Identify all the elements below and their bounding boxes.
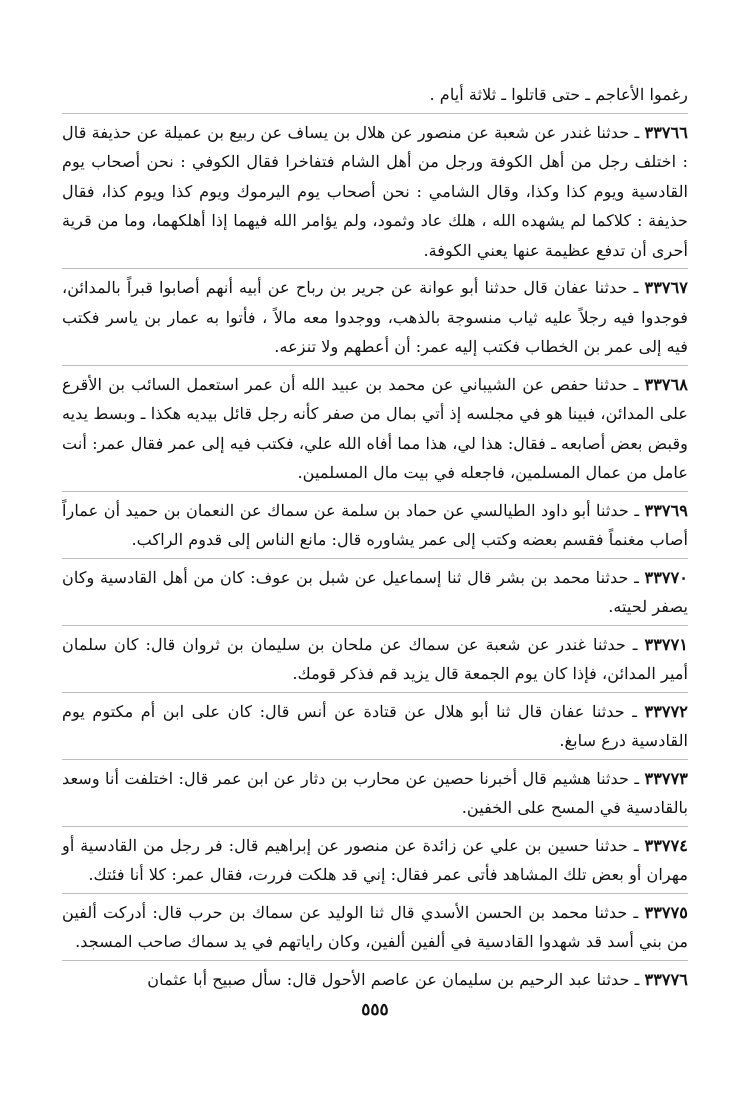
hadith-entry — [62, 697, 688, 756]
separator — [62, 826, 688, 827]
entry-number: ٣٣٧٧٠ — [644, 567, 688, 587]
entry-number: ٣٣٧٦٩ — [644, 500, 688, 520]
entry-text: ـ حدثنا هشيم قال أخبرنا حصين عن محارب بن دثار عن ابن عمر قال: اختلفت أنا وسعد بالقادسية في المسح على الخفين. — [62, 768, 688, 817]
hadith-entry — [62, 831, 688, 890]
hadith-entry — [62, 370, 688, 488]
entry-number: ٣٣٧٦٧ — [644, 278, 688, 297]
separator — [62, 960, 688, 961]
entry-number: ٣٣٧٧٣ — [644, 768, 688, 788]
separator — [62, 268, 688, 269]
intro-paragraph: رغموا الأعاجم ـ حتى قاتلوا ـ ثلاثة أيام . — [429, 85, 688, 104]
separator — [62, 893, 688, 894]
entry-text: ـ حدثنا حسين بن علي عن زائدة عن منصور عن إبراهيم قال: فر رجل من القادسية أو مهران أو بعض تلك المشاهد فأتى عمر فقال: إني قد هلكت فررت، فقال عمر: كلا أنا فئتك. — [62, 835, 688, 884]
separator — [62, 558, 688, 559]
entry-number: ٣٣٧٧٦ — [644, 969, 688, 989]
entry-number: ٣٣٧٧٤ — [644, 835, 689, 855]
entry-number: ٣٣٧٦٨ — [644, 374, 688, 394]
entry-text: ـ حدثنا عبد الرحيم بن سليمان عن عاصم الأحول قال: سأل صبيح أبا عثمان — [147, 969, 640, 989]
hadith-entry — [62, 563, 688, 622]
separator — [62, 625, 688, 626]
hadith-entry — [62, 898, 688, 957]
entry-text: ـ حدثنا أبو داود الطيالسي عن حماد بن سلمة عن سماك عن النعمان بن حميد أن عماراً أصاب مغنماً فقسم بعضه وكتب إلى عمر يشاوره قال: مانع الناس إلى قدوم الراكب. — [62, 500, 688, 549]
separator — [62, 692, 688, 693]
hadith-entry — [62, 965, 688, 995]
separator — [62, 759, 688, 760]
entry-number: ٣٣٧٦٦ — [644, 122, 688, 142]
entry-number: ٣٣٧٧٥ — [644, 902, 688, 922]
entry-text: ـ حدثنا محمد بن الحسن الأسدي قال ثنا الوليد عن سماك بن حرب قال: أدركت ألفين من بني أسد قد شهدوا القادسية في ألفين ألفين، وكان راياتهم في يد سماك صاحب المسجد. — [62, 902, 688, 951]
separator — [62, 113, 688, 114]
entry-number: ٣٣٧٧١ — [644, 634, 688, 654]
entry-text: ـ حدثنا غندر عن شعبة عن سماك عن ملحان بن سليمان بن ثروان قال: كان سلمان أمير المدائن، فإذا كان يوم الجمعة قال يزيد قم فذكر قومك. — [62, 634, 688, 683]
entry-text: ـ حدثنا عفان قال ثنا أبو هلال عن قتادة عن أنس قال: كان على ابن أم مكتوم يوم القادسية درع سابغ. — [62, 701, 688, 750]
entry-number: ٣٣٧٧٢ — [644, 701, 688, 721]
entry-text: ـ حدثنا حفص عن الشيباني عن محمد بن عبيد الله أن عمر استعمل السائب بن الأقرع على المدائن، فبينا هو في مجلسه إذ أتي بمال من صفر كأنه رجل قائل بيديه هكذا ـ وبسط يديه وقبض بعض أصابعه ـ فقال: هذا لي، هذا مما أفاه الله علي، فكتب فيه إلى عمر فقال عمر: أنت عامل من عمال المسلمين، فاجعله في بيت مال المسلمين. — [62, 374, 688, 482]
separator — [62, 491, 688, 492]
hadith-entry — [62, 764, 688, 823]
entry-text: ـ حدثنا محمد بن بشر قال ثنا إسماعيل عن شبل بن عوف: كان من أهل القادسية وكان يصفر لحيته. — [62, 567, 688, 616]
hadith-entry — [62, 630, 688, 689]
hadith-entry — [62, 273, 688, 362]
entry-text: ـ حدثنا غندر عن شعبة عن منصور عن هلال بن يساف عن ربيع بن عميلة عن حذيفة قال : اختلف رجل من أهل الكوفة ورجل من أهل الشام فتفاخرا فقال الكوفي : نحن أصحاب يوم القادسية ويوم كذا وكذا، وقال الشامي : نحن أصحاب يوم اليرموك ويوم كذا ويوم كذا، فقال حذيفة : كلاكما لم يشهده الله ، هلك عاد وثمود، ولم يؤامر الله فيهما إذا أهلكهما، وما من قرية أحرى أن تدفع عظيمة عنها يعني الكوفة. — [62, 122, 688, 260]
hadith-entry — [62, 118, 688, 266]
separator — [62, 365, 688, 366]
hadith-entry — [62, 496, 688, 555]
page-number: ٥٥٥ — [361, 1000, 389, 1020]
entry-text: ـ حدثنا عفان قال حدثنا أبو عوانة عن جرير بن رباح عن أبيه أنهم أصابوا قبراً بالمدائن، فوجدوا فيه رجلاً عليه ثياب منسوجة بالذهب، ووجدوا معه مالاً ، فأتوا به عمار بن ياسر فكتب فيه إلى عمر بن الخطاب فكتب إليه عمر: أن أعطهم ولا تنزعه. — [62, 278, 688, 356]
